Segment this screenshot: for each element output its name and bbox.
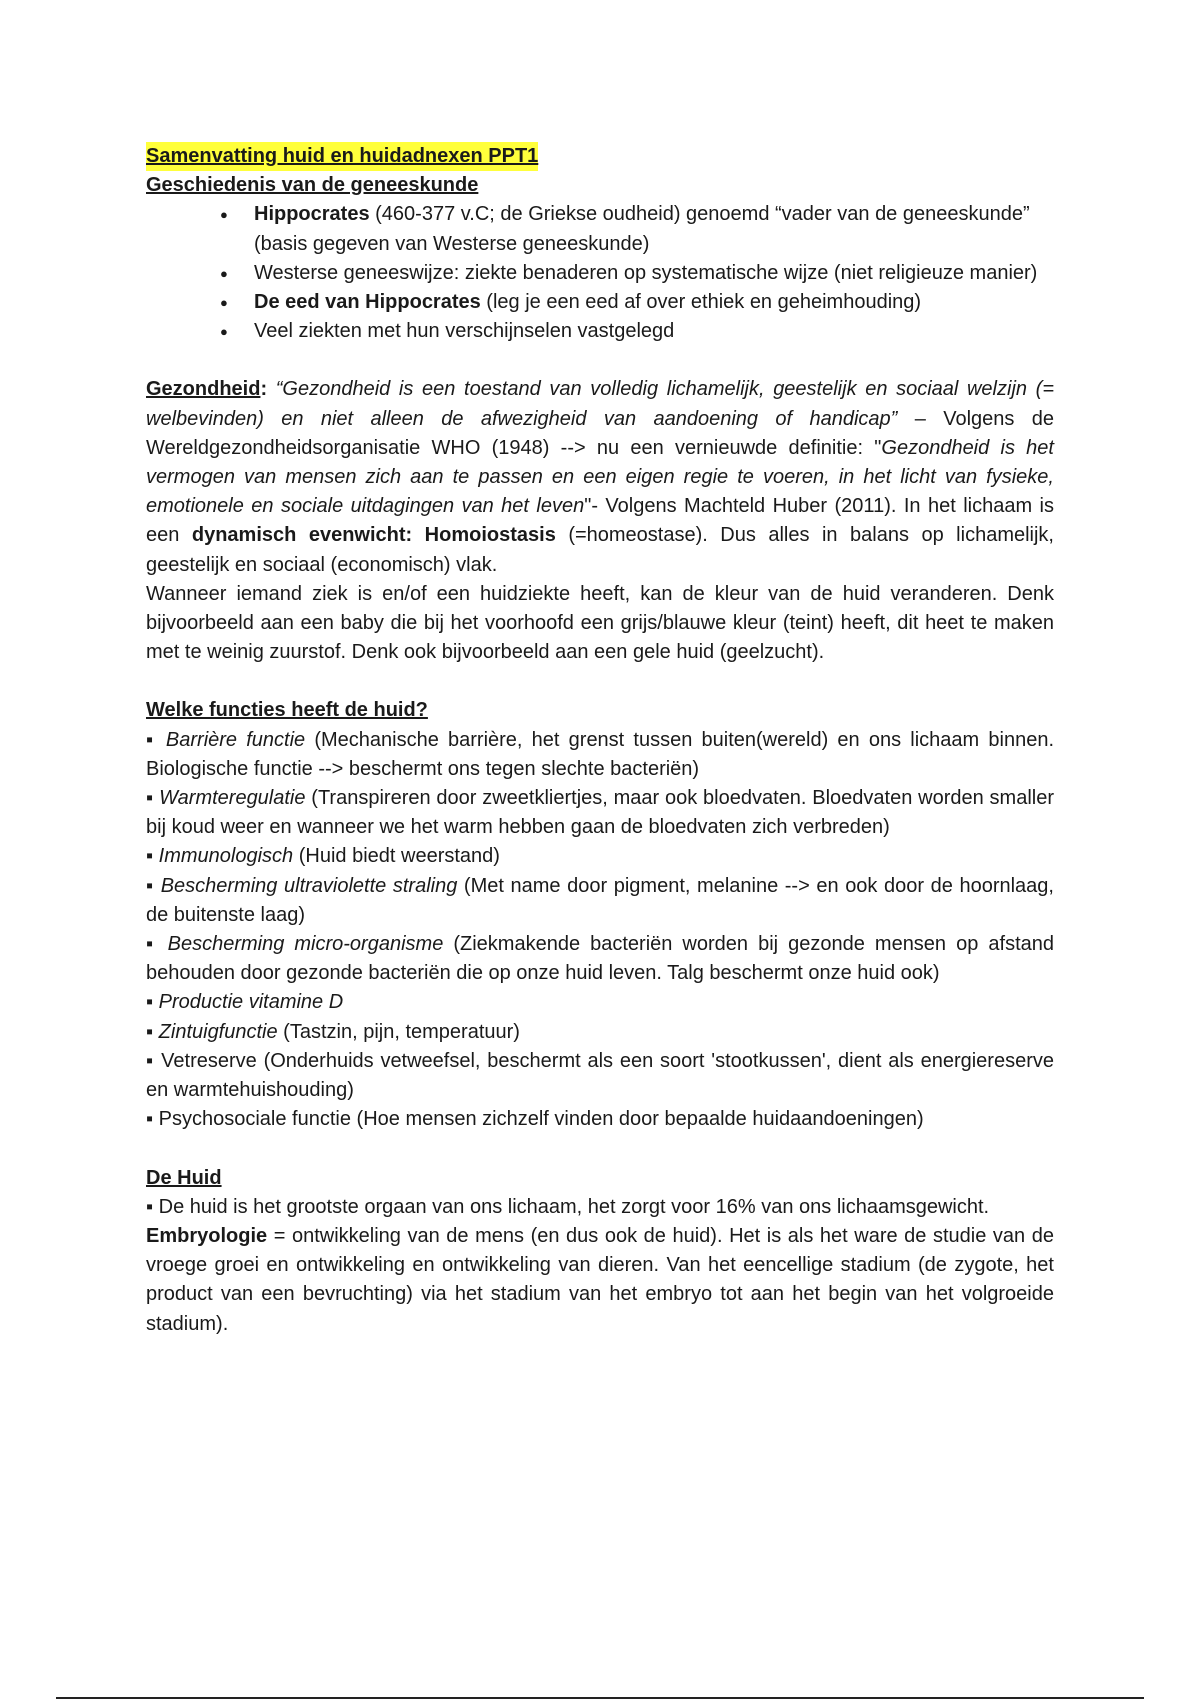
functions-heading: Welke functies heeft de huid?: [146, 699, 428, 722]
document-page: [146, 142, 1054, 1339]
list-item: ▪ Immunologisch (Huid biedt weerstand): [146, 845, 500, 868]
list-item: ▪ Warmteregulatie (Transpireren door zweetkliertjes, maar ook bloedvaten. Bloedvaten worden smaller bij koud weer en wanneer we het warm hebben gaan de bloedvaten zich verbreden): [146, 787, 1054, 839]
list-item: ▪ Productie vitamine D: [146, 991, 344, 1014]
list-item: ▪ Psychosociale functie (Hoe mensen zichzelf vinden door bepaalde huidaandoeningen): [146, 1108, 924, 1131]
page-bottom-rule: [56, 1697, 1144, 1699]
history-list: [146, 200, 1054, 346]
list-item: ▪ Vetreserve (Onderhuids vetweefsel, beschermt als een soort 'stootkussen', dient als energiereserve en warmtehuishouding): [146, 1049, 1054, 1102]
list-item: ● Westerse geneeswijze: ziekte benaderen op systematische wijze (niet religieuze manier): [254, 259, 1054, 288]
list-item: ● De eed van Hippocrates (leg je een eed af over ethiek en geheimhouding): [254, 288, 1054, 317]
skin-item: ▪ De huid is het grootste orgaan van ons lichaam, het zorgt voor 16% van ons lichaamsgewicht.: [146, 1195, 990, 1218]
document-title: Samenvatting huid en huidadnexen PPT1: [146, 142, 538, 171]
list-item: ● Veel ziekten met hun verschijnselen vastgelegd: [254, 317, 1054, 346]
list-item: ● Hippocrates (460-377 v.C; de Griekse oudheid) genoemd “vader van de geneeskunde” (basis gegeven van Westerse geneeskunde): [254, 200, 1054, 258]
history-heading: Geschiedenis van de geneeskunde: [146, 174, 479, 197]
list-item: ▪ Bescherming ultraviolette straling (Met name door pigment, melanine --> en ook door de hoornlaag, de buitenste laag): [146, 874, 1054, 926]
health-paragraph-2: Wanneer iemand ziek is en/of een huidziekte heeft, kan de kleur van de huid veranderen. Denk bijvoorbeeld aan een baby die bij het voorhoofd een grijs/blauwe kleur (teint) heeft, dit heet te maken met te weinig zuurstof. Denk ook bijvoorbeeld aan een gele huid (geelzucht).: [146, 582, 1054, 664]
health-paragraph: Gezondheid: “Gezondheid is een toestand van volledig lichamelijk, geestelijk en sociaal welzijn (= welbevinden) en niet alleen de afwezigheid van aandoening of handicap” – Volgens de Wereldgezondheidsorganisatie WHO (1948) --> nu een vernieuwde definitie: "Gezondheid is het vermogen van mensen zich aan te passen en een eigen regie te voeren, in het licht van fysieke, emotionele en sociale uitdagingen van het leven"- Volgens Machteld Huber (2011). In het lichaam is een dynamisch evenwicht: Homoiostasis (=homeostase). Dus alles in balans op lichamelijk, geestelijk en sociaal (economisch) vlak.: [146, 378, 1055, 576]
embryology-paragraph: Embryologie = ontwikkeling van de mens (en dus ook de huid). Het is als het ware de studie van de vroege groei en ontwikkeling en ontwikkeling van dieren. Van het eencellige stadium (de zygote, het product van een bevruchting) via het stadium van het embryo tot aan het begin van het volgroeide stadium).: [146, 1224, 1054, 1335]
skin-heading: De Huid: [146, 1166, 222, 1189]
list-item: ▪ Zintuigfunctie (Tastzin, pijn, temperatuur): [146, 1020, 520, 1043]
list-item: ▪ Barrière functie (Mechanische barrière, het grenst tussen buiten(wereld) en ons lichaam binnen. Biologische functie --> beschermt ons tegen slechte bacteriën): [146, 728, 1055, 780]
health-heading: Gezondheid: [146, 378, 261, 401]
list-item: ▪ Bescherming micro-organisme (Ziekmakende bacteriën worden bij gezonde mensen op afstand behouden door gezonde bacteriën die op onze huid leven. Talg beschermt onze huid ook): [146, 933, 1054, 985]
